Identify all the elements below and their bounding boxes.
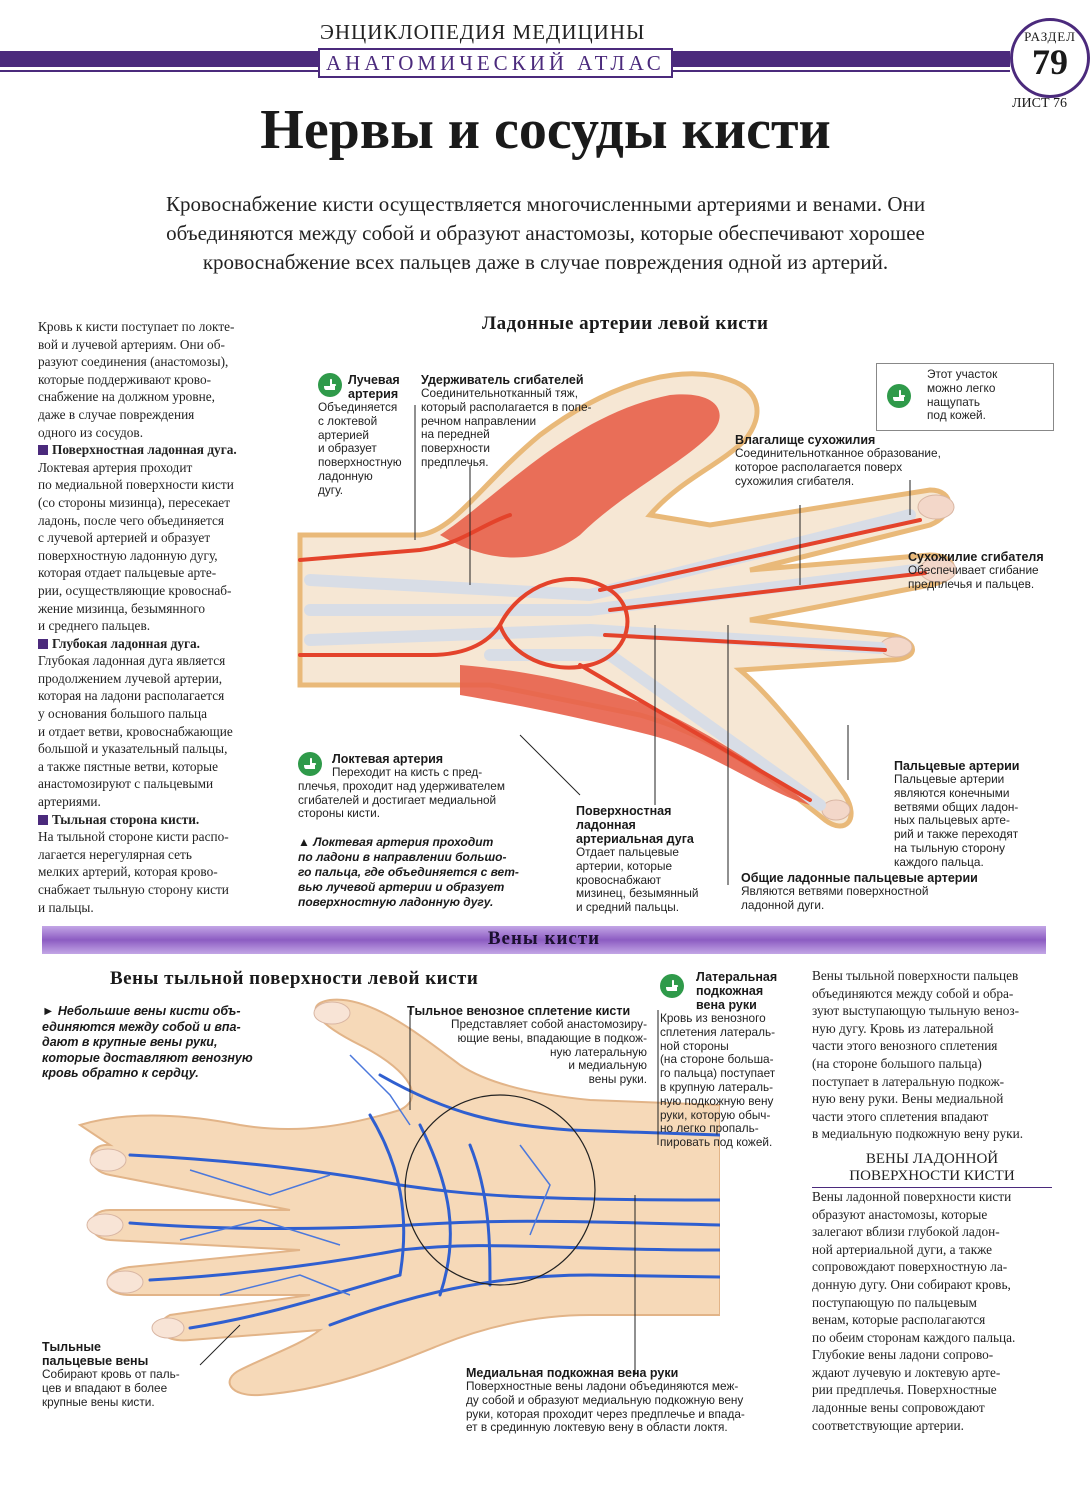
subheading: Глубокая ладонная дуга.	[38, 635, 278, 653]
text-line: артериями.	[38, 794, 101, 810]
info-icon	[660, 974, 684, 998]
palm-veins-heading: ПОВЕРХНОСТИ КИСТИ	[812, 1168, 1052, 1188]
fingernail	[152, 1318, 184, 1338]
text-line: большой и указательный пальцы,	[38, 741, 228, 757]
text-line: у основания большого пальца	[38, 706, 208, 722]
subheading: Поверхностная ладонная дуга.	[38, 441, 278, 459]
text-line: одного из сосудов.	[38, 424, 144, 440]
page-title: Нервы и сосуды кисти	[260, 99, 831, 161]
text-line: и среднего пальцев.	[38, 618, 151, 634]
text-line: Вены ладонной поверхности кисти	[812, 1188, 1012, 1204]
medial-vein-label: Медиальная подкожная вена руки Поверхностные вены ладони объединяются меж- ду собой и образуют медиальную подкожную вену руки, которая проходит через предплечье и впада- ет в срединную локтевую вену в области локтя.	[466, 1366, 745, 1435]
intro-line: кровоснабжение всех пальцев даже в случае повреждения одной из артерий.	[202, 250, 889, 274]
dorsal-digital-veins-label: Тыльные пальцевые вены Собирают кровь от паль- цев и впадают в более крупные вены кисти.	[42, 1340, 180, 1409]
fingernail	[107, 1271, 143, 1293]
section-number: 79	[1032, 42, 1068, 82]
text-line: по обеим сторонам каждого пальца.	[812, 1329, 1016, 1345]
text-line: ладонные вены сопровождают	[812, 1400, 985, 1416]
veins-section-title: Вены кисти	[487, 928, 601, 949]
text-line: ждают лучевую и локтевую арте-	[812, 1364, 1001, 1380]
radial-artery-label: Лучевая артерия Объединяется с локтевой артерией и образует поверхностную ладонную дугу.	[318, 373, 402, 497]
palpation-note: Этот участок можно легко нащупать под кожей.	[876, 363, 1054, 431]
text-line: рии предплечья. Поверхностные	[812, 1382, 997, 1398]
text-line: объединяются между собой и обра-	[812, 985, 1014, 1001]
fingernail	[90, 1149, 126, 1171]
section-word: РАЗДЕЛ	[1024, 29, 1076, 44]
text-line: а также пястные ветви, которые	[38, 758, 219, 774]
text-line: сопровождают поверхностную ла-	[812, 1259, 1008, 1275]
text-line: продолжением лучевой артерии,	[38, 670, 223, 686]
arteries-title: Ладонные артерии левой кисти	[482, 313, 769, 334]
info-icon	[318, 373, 342, 397]
text-line: Глубокие вены ладони сопрово-	[812, 1347, 994, 1363]
tendon-sheath-label: Влагалище сухожилия Соединительнотканное образование, которое располагается поверх сухожилия сгибателя.	[735, 433, 941, 488]
veins-note: ► Небольшие вены кисти объ- единяются между собой и впа- дают в крупные вены руки, которые доставляют венозную кровь обратно к сердцу.	[42, 1004, 253, 1080]
fingernail	[822, 800, 850, 820]
text-line: части этого сплетения впадают	[812, 1108, 989, 1124]
bullet-square	[38, 815, 48, 825]
text-line: зуют выступающую тыльную веноз-	[812, 1003, 1020, 1019]
retinaculum-label: Удерживатель сгибателей Соединительнотканный тяж, который располагается в попе- речном направлении на передней поверхности предплечья.	[421, 373, 592, 469]
intro-line: объединяются между собой и образуют анастомозы, которые обеспечивают хорошее	[166, 221, 925, 245]
palmar-arch-label: Поверхностная ладонная артериальная дуга Отдает пальцевые артерии, которые кровоснабжают мизинец, безымянный и средний пальцы.	[576, 804, 699, 915]
digital-arteries-label: Пальцевые артерии Пальцевые артерии являются конечными ветвями общих ладон- ных пальцевых арте- рий и также переходят на тыльную сторону каждого пальца.	[894, 759, 1020, 869]
text-line: анастомозируют с пальцевыми	[38, 776, 214, 792]
text-line: вой и лучевой артериям. Они об-	[38, 336, 225, 352]
atlas-label: АНАТОМИЧЕСКИЙ АТЛАС	[318, 48, 673, 78]
fingernail	[87, 1214, 123, 1236]
text-line: с лучевой артерией и образует	[38, 530, 211, 546]
text-line: части этого венозного сплетения	[812, 1038, 998, 1054]
ulnar-note: ▲ Локтевая артерия проходит по ладони в направлении большо- го пальца, где объединяется с вет- вью лучевой артерии и образует поверхностную ладонную дугу.	[298, 835, 519, 909]
lateral-vein-label: Латеральная подкожная вена руки Кровь из венозного сплетения латераль- ной стороны (на стороне больша- го пальца) поступает в крупную латераль- ную подкожную вену руки, которую обыч- но легко пропаль- пировать под кожей.	[660, 970, 778, 1150]
text-line: снабжение на должном уровне,	[38, 389, 215, 405]
fingernail	[314, 1002, 350, 1024]
text-line: Вены тыльной поверхности пальцев	[812, 968, 1019, 983]
text-line: рии, осуществляющие кровоснаб-	[38, 582, 232, 598]
text-line: по медиальной поверхности кисти	[38, 477, 234, 493]
info-icon	[298, 752, 322, 776]
text-line: венам, которые располагаются	[812, 1312, 986, 1328]
bullet-square	[38, 445, 48, 455]
text-line: разуют соединения (анастомозы),	[38, 354, 229, 370]
left-column	[38, 318, 278, 916]
palm-veins-heading: ВЕНЫ ЛАДОННОЙ	[865, 1150, 999, 1167]
text-line: На тыльной стороне кисти распо-	[38, 829, 229, 845]
text-line: которая на ладони располагается	[38, 688, 225, 704]
text-line: поступающую по пальцевым	[812, 1294, 977, 1310]
encyclopedia-title: ЭНЦИКЛОПЕДИЯ МЕДИЦИНЫ	[320, 20, 646, 44]
text-line: Кровь к кисти поступает по локте-	[38, 319, 235, 334]
text-line: поступает в латеральную подкож-	[812, 1073, 1005, 1089]
subheading: Тыльная сторона кисти.	[38, 811, 278, 829]
info-icon	[887, 384, 911, 408]
intro-line: Кровоснабжение кисти осуществляется многочисленными артериями и венами. Они	[165, 192, 926, 216]
text-line: и пальцы.	[38, 899, 94, 915]
text-line: ную дугу. Кровь из латеральной	[812, 1020, 994, 1036]
right-column	[812, 967, 1052, 1434]
veins-title: Вены тыльной поверхности левой кисти	[110, 968, 479, 989]
text-line: которая отдает пальцевые арте-	[38, 565, 217, 581]
text-line: соответствующие артерии.	[812, 1417, 964, 1433]
text-line: ладонь, после чего объединяется	[38, 512, 225, 528]
text-line: мелких артерий, которая крово-	[38, 864, 218, 880]
sheet-number: ЛИСТ 76	[1012, 96, 1067, 111]
fingernail	[918, 495, 954, 519]
text-line: (со стороны мизинца), пересекает	[38, 494, 231, 510]
text-line: образуют анастомозы, которые	[812, 1206, 988, 1222]
text-line: которые поддерживают крово-	[38, 371, 212, 387]
text-line: поверхностную ладонную дугу,	[38, 547, 218, 563]
text-line: лагается нерегулярная сеть	[38, 846, 192, 862]
text-line: донную дугу. Они собирают кровь,	[812, 1276, 1011, 1292]
flexor-tendon-label: Сухожилие сгибателя Обеспечивает сгибание предплечья и пальцев.	[908, 550, 1044, 591]
section-badge	[1010, 18, 1090, 98]
common-digital-label: Общие ладонные пальцевые артерии Являются ветвями поверхностной ладонной дуги.	[741, 871, 978, 912]
text-line: ной артериальной дуги, а также	[812, 1241, 993, 1257]
text-line: в медиальную подкожную вену руки.	[812, 1126, 1024, 1142]
text-line: (на стороне большого пальца)	[812, 1055, 982, 1071]
text-line: даже в случае повреждения	[38, 406, 195, 422]
text-line: Глубокая ладонная дуга является	[38, 653, 226, 669]
text-line: Локтевая артерия проходит	[38, 459, 193, 475]
ulnar-artery-label: Локтевая артерия Переходит на кисть с пред- плечья, проходит над удерживателем сгибателей и достигает медиальной стороны кисти.	[298, 752, 505, 821]
text-line: и отдает ветви, кровоснабжающие	[38, 723, 233, 739]
dorsal-plexus-label: Тыльное венозное сплетение кисти Представляет собой анастомозиру- ющие вены, впадающие в подкож- ную латеральную и медиальную вены руки.	[407, 1004, 647, 1087]
text-line: ную вену руки. Вены медиальной	[812, 1091, 1004, 1107]
text-line: залегают вблизи глубокой ладон-	[812, 1224, 1000, 1240]
text-line: жение мизинца, безымянного	[38, 600, 206, 616]
text-line: снабжает тыльную сторону кисти	[38, 882, 229, 897]
bullet-square	[38, 639, 48, 649]
